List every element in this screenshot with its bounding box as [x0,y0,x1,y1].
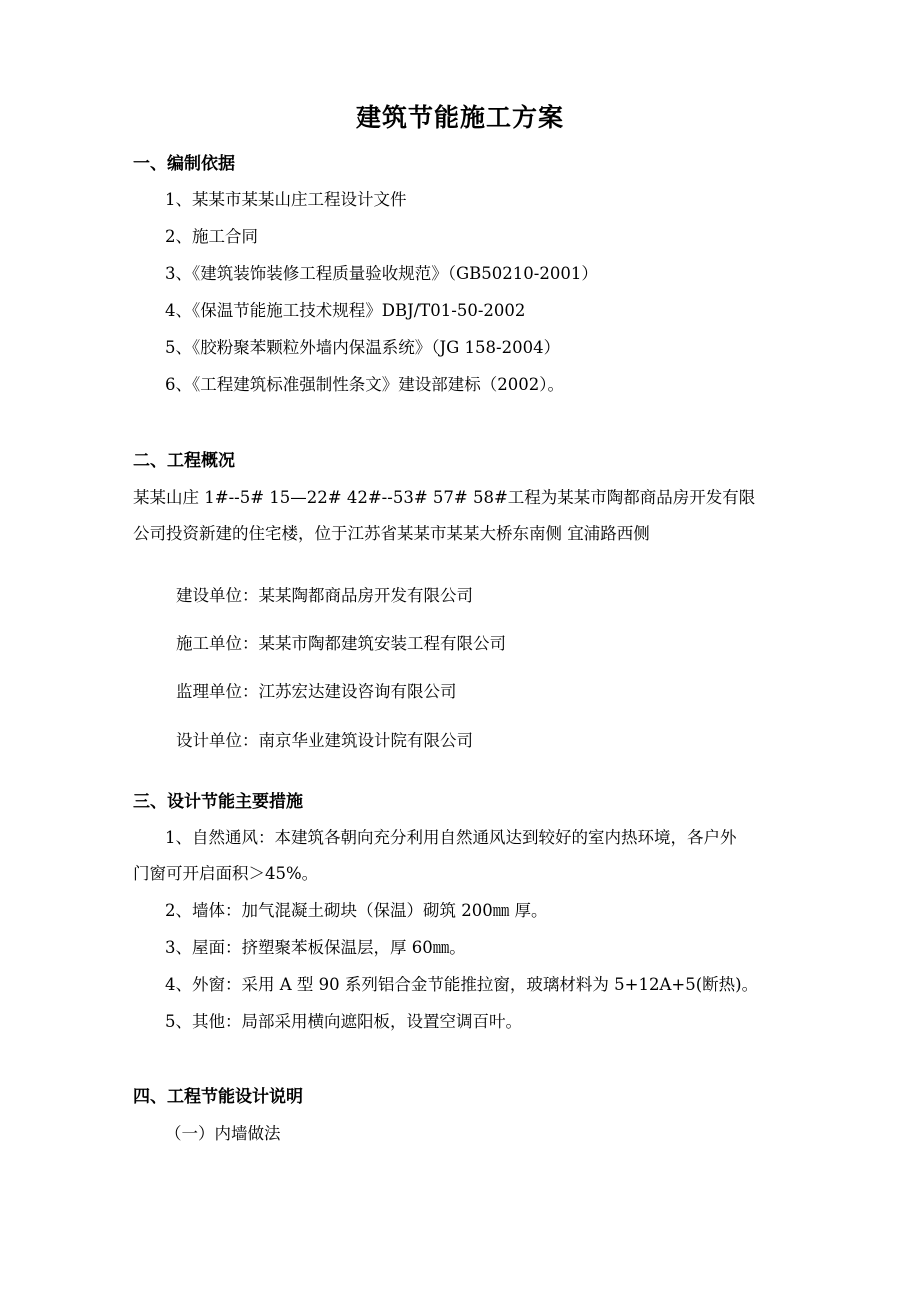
section-heading-overview: 二、工程概况 [133,451,235,471]
section-heading-basis: 一、编制依据 [133,154,235,174]
measure-item-4: 4、外窗：采用 A 型 90 系列铝合金节能推拉窗，玻璃材料为 5+12A+5(断热)。 [165,975,759,994]
measure-item-5: 5、其他：局部采用横向遮阳板，设置空调百叶。 [165,1012,522,1031]
basis-item-1: 1、某某市某某山庄工程设计文件 [165,190,407,209]
overview-paragraph-line-1: 某某山庄 1#--5# 15—22# 42#--53# 57# 58#工程为某某市陶都商品房开发有限 [133,488,756,507]
section-heading-design-notes: 四、工程节能设计说明 [133,1087,303,1107]
design-unit: 设计单位：南京华业建筑设计院有限公司 [176,731,473,750]
basis-item-6: 6、《工程建筑标准强制性条文》建设部建标（2002）。 [165,375,564,394]
basis-item-2: 2、施工合同 [165,227,258,246]
supervision-unit: 监理单位：江苏宏达建设咨询有限公司 [176,682,457,701]
overview-paragraph-line-2: 公司投资新建的住宅楼，位于江苏省某某市某某大桥东南侧 宜浦路西侧 [133,524,650,543]
basis-item-3: 3、《建筑装饰装修工程质量验收规范》（GB50210-2001） [165,264,598,283]
subsection-interior-wall: （一）内墙做法 [165,1124,281,1143]
measure-item-2: 2、墙体：加气混凝土砌块（保温）砌筑 200㎜ 厚。 [165,901,548,920]
measure-item-1-line-1: 1、自然通风：本建筑各朝向充分利用自然通风达到较好的室内热环境，各户外 [165,828,737,847]
page-title: 建筑节能施工方案 [355,103,564,132]
basis-item-4: 4、《保温节能施工技术规程》DBJ/T01-50-2002 [165,301,526,320]
construction-owner: 建设单位：某某陶都商品房开发有限公司 [176,586,473,605]
measure-item-3: 3、屋面：挤塑聚苯板保温层，厚 60㎜。 [165,938,466,957]
section-heading-measures: 三、设计节能主要措施 [133,792,303,812]
construction-contractor: 施工单位：某某市陶都建筑安装工程有限公司 [176,634,506,653]
basis-item-5: 5、《胶粉聚苯颗粒外墙内保温系统》（JG 158-2004） [165,338,561,357]
measure-item-1-line-2: 门窗可开启面积＞45%。 [133,864,319,883]
